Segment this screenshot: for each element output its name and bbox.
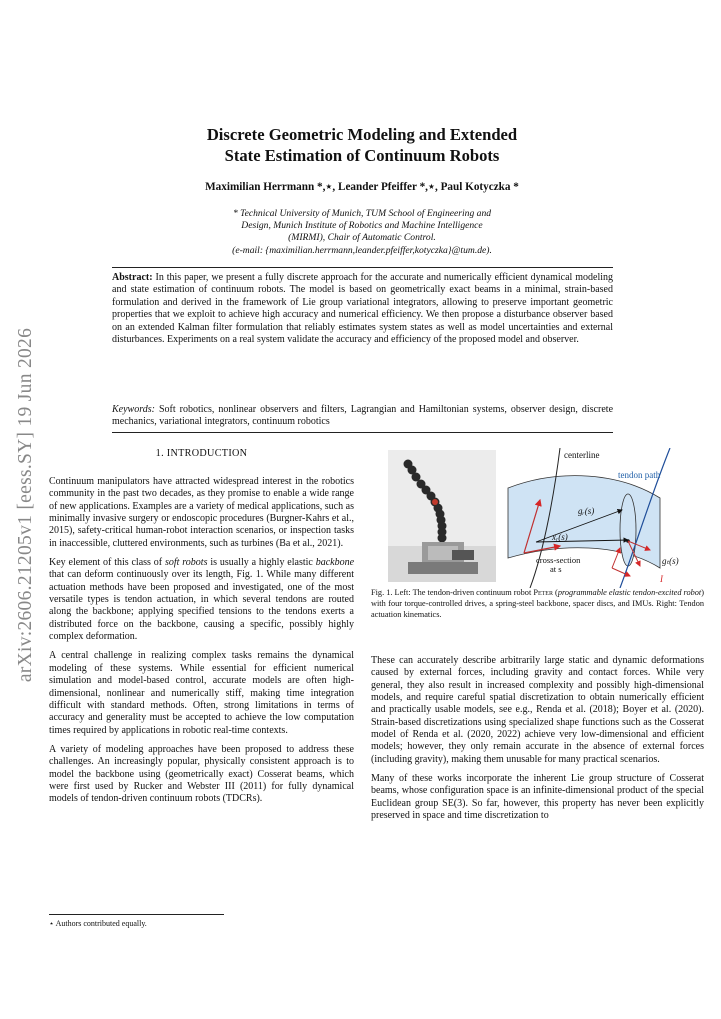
caption-text: ) with four torque-controlled drives, a spring-steel backbone, spacer discs, and IMUs. Right: Tendon actuation kinematics. bbox=[371, 588, 704, 619]
abstract-top-rule bbox=[112, 267, 613, 268]
keywords-label: Keywords: bbox=[112, 404, 155, 415]
affiliation-line-2: Design, Munich Institute of Robotics and Machine Intelligence bbox=[241, 220, 483, 232]
paper-title bbox=[120, 124, 604, 166]
figure-1-caption bbox=[371, 588, 704, 620]
title-line-2: State Estimation of Continuum Robots bbox=[224, 146, 500, 165]
emphasis-backbone: backbone bbox=[315, 557, 355, 569]
affiliation-line-1: * Technical University of Munich, TUM School of Engineering and bbox=[232, 208, 492, 219]
text-run: that can deform continuously over its length, Fig. 1. While many different actuation methods have been proposed and investigated, one of the most versatile types is tendon actuation, in which several tendons are routed along the backbone; applying specified tensions to the tendons exerts a distributed force on the backbone, causing a specific, possibly highly complex deformation. bbox=[49, 569, 354, 643]
arxiv-watermark bbox=[6, 290, 46, 720]
label-centerline: centerline bbox=[564, 450, 600, 460]
text-run: is usually a highly elastic bbox=[207, 557, 316, 569]
caption-expansion: programmable elastic tendon-excited robot bbox=[557, 588, 702, 597]
tendon-kinematics-diagram bbox=[500, 448, 716, 588]
emphasis-soft-robots: soft robots bbox=[164, 557, 208, 569]
keywords bbox=[112, 404, 613, 429]
abstract-text: In this paper, we present a fully discrete approach for the accurate and numerically efficient dynamical modeling and state estimation of continuum robots. The model is based on geometrically exact beams in a minimal, strain-based formulation and derived in the framework of Lie group variational integrators, allowing to preserve important geometric properties that we exploit to achieve high accuracy and numerical efficiency. We then propose a disturbance observer based on an extended Kalman filter formulation that reliably estimates system states as well as model uncertainties and external disturbances. Experiments on a real system validate the accuracy and efficiency of the proposed model and observer. bbox=[112, 272, 613, 346]
label-gr: gᵣ(s) bbox=[578, 506, 595, 516]
caption-text: ( bbox=[552, 588, 558, 597]
text-run: Key element of this class of bbox=[49, 557, 165, 569]
paragraph: Continuum manipulators have attracted widespread interest in the robotics community in the past two decades, as they promise to enable a wide range of new applications. Examples are a variety of medical applications, such as minimally invasive surgery or endoscopic procedures (Burgner-Kahrs et al., 2015), safety-critical human-robot interaction scenarios, or inspection tasks in inaccessible, cluttered environments, such as turbines (Ba et al., 2021). bbox=[49, 476, 354, 549]
cross-section-ellipse bbox=[620, 494, 636, 566]
right-column bbox=[371, 655, 704, 829]
abstract bbox=[112, 272, 613, 346]
label-xr: xᵣ(s) bbox=[552, 532, 568, 542]
keywords-text: Soft robotics, nonlinear observers and filters, Lagrangian and Hamiltonian systems, observer design, discrete mechanics, variational integrators, continuum robotics bbox=[112, 404, 614, 428]
label-cross-section: cross-section bbox=[536, 555, 581, 565]
backbone-region bbox=[508, 476, 660, 568]
paragraph: A variety of modeling approaches have been proposed to address these challenges. An increasingly popular, physically consistent approach is to model the backbone using (geometrically exact) Cosserat beams, which were first used by Rucker and Webster III (2011) for fully dynamical models of tendon-driven continuum robots (TDCRs). bbox=[49, 743, 354, 805]
label-at-s: at s bbox=[550, 564, 562, 574]
paragraph: These can accurately describe arbitrarily large static and dynamic deformations caused by external forces, including gravity and contact forces. While very general, they also result in increased complexity and possibly high-dimensional models, and require careful spatial discretization to obtain numerically efficient and practically usable models, see e.g., Renda et al. (2018); Boyer et al. (2020). Strain-based discretizations using specialized shape functions such as the Cosserat model of Renda et al. (2020, 2022) achieve very low-dimensional and efficient models; however, they only remain accurate in the absence of external forces (including gravity), making them unusable for many practical scenarios. bbox=[371, 655, 704, 765]
affiliation-email: (e-mail: {maximilian.herrmann,leander.pfeiffer,kotyczka}@tum.de). bbox=[232, 244, 492, 256]
author-list: Maximilian Herrmann *,⋆, Leander Pfeiffer *,⋆, Paul Kotyczka * bbox=[205, 181, 519, 193]
title-line-1: Discrete Geometric Modeling and Extended bbox=[206, 125, 518, 144]
section-heading-introduction: 1. INTRODUCTION bbox=[155, 448, 248, 459]
caption-text: Fig. 1. Left: The tendon-driven continuum robot bbox=[371, 588, 534, 597]
footnote: ⋆ Authors contributed equally. bbox=[49, 919, 147, 928]
kinematics-svg bbox=[500, 448, 716, 588]
label-inertial-frame: I bbox=[660, 574, 663, 584]
paragraph bbox=[49, 557, 354, 643]
abstract-bottom-rule bbox=[112, 432, 613, 433]
paragraph: Many of these works incorporate the inherent Lie group structure of Cosserat beams, whose configuration space is an infinite-dimensional product of the special Euclidean group SE(3). So far, however, this property has never been explicitly preserved in space and time discretization to bbox=[371, 773, 704, 822]
paragraph: A central challenge in realizing complex tasks remains the dynamical modeling of these systems. While essential for efficient numerical simulation and model-based control, accurate models are often high-dimensional, nonlinear and numerically stiff, making time integration difficult with standard methods. Often, strong limitations in terms of accuracy and generality must be accepted to achieve the low computation times required by applications in robotic real-time contexts. bbox=[49, 650, 354, 736]
caption-robot-name: Peter bbox=[533, 588, 553, 597]
label-gt: gₜ(s) bbox=[662, 556, 679, 566]
footnote-rule bbox=[49, 914, 224, 915]
label-tendon-path: tendon path bbox=[618, 470, 661, 480]
robot-photo-illustration bbox=[388, 450, 496, 582]
robot-photo bbox=[388, 450, 496, 582]
left-column bbox=[49, 476, 354, 813]
arxiv-id-text: arXiv:2606.21205v1 [eess.SY] 19 Jun 2026 bbox=[15, 327, 36, 683]
affiliation-line-3: (MIRMI), Chair of Automatic Control. bbox=[288, 232, 436, 244]
affiliation bbox=[160, 208, 564, 257]
abstract-label: Abstract: bbox=[112, 272, 153, 283]
